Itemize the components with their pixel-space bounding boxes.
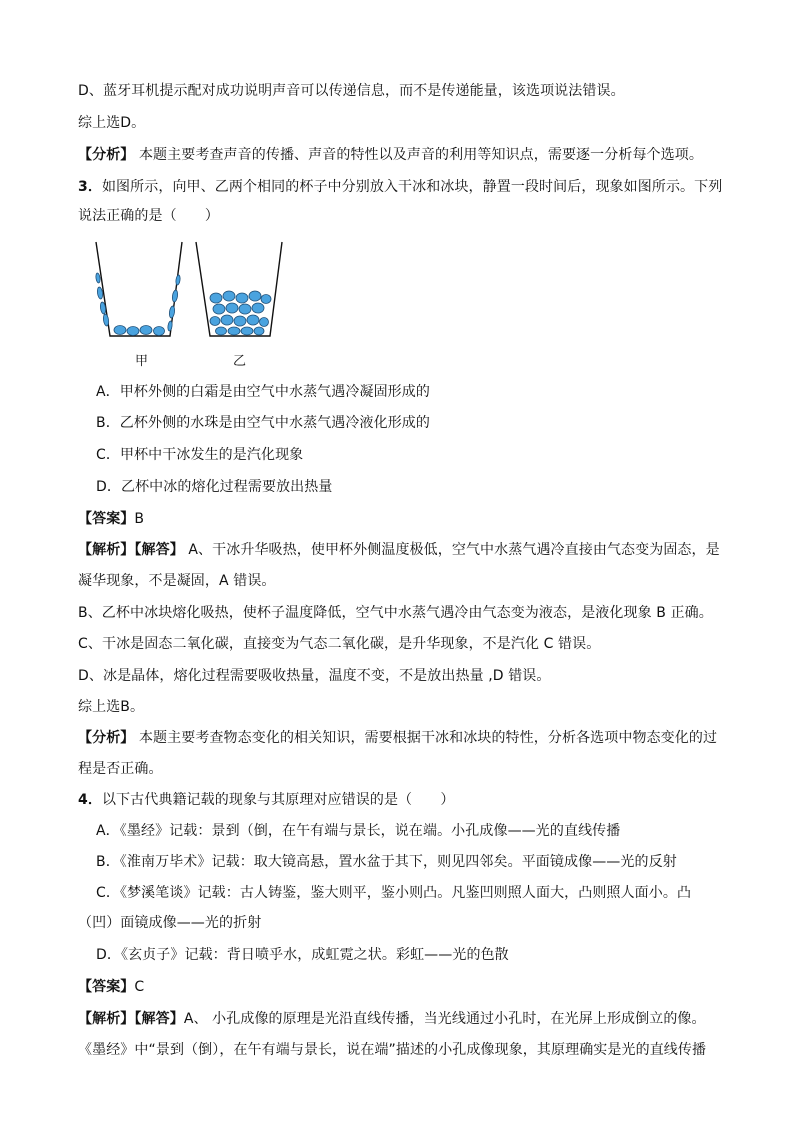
cup-yi [196, 242, 282, 336]
answer-value: C [134, 979, 145, 995]
solution-line: C、干冰是固态二氧化碳，直接变为气态二氧化碳，是升华现象，不是汽化 C 错误。 [78, 636, 601, 652]
option-a: A．甲杯外侧的白霜是由空气中水蒸气遇冷凝固形成的 [96, 384, 430, 400]
solution-line: 《墨经》中“景到（倒），在午有端与景长，说在端”描述的小孔成像现象，其原理确实是光的直线传播 [78, 1042, 707, 1058]
analysis-text: 本题主要考查声音的传播、声音的特性以及声音的利用等知识点，需要逐一分析每个选项。 [134, 147, 703, 163]
solution-line: D、冰是晶体，熔化过程需要吸收热量，温度不变，不是放出热量 ,D 错误。 [78, 668, 551, 684]
solution-line: B、乙杯中冰块熔化吸热，使杯子温度降低，空气中水蒸气遇冷由气态变为液态，是液化现象 B 正确。 [78, 605, 713, 621]
question-3-stem [78, 177, 722, 197]
question-4-stem [78, 790, 454, 810]
answer-line [78, 977, 144, 997]
question-text: 以下古代典籍记载的现象与其原理对应错误的是（ ） [101, 792, 455, 808]
cup-label-jia: 甲 [135, 354, 149, 369]
cup-label-yi: 乙 [233, 354, 247, 369]
solution-line: 凝华现象，不是凝固，A 错误。 [78, 573, 276, 589]
analysis-line [78, 728, 717, 748]
solution-line [78, 1009, 706, 1029]
option-c: C．甲杯中干冰发生的是汽化现象 [96, 447, 304, 463]
solution-tag: 【解析】【解答】 [78, 1011, 184, 1027]
question-text: 如图所示，向甲、乙两个相同的杯子中分别放入干冰和冰块，静置一段时间后，现象如图所示。下列 [101, 179, 723, 195]
option-a: A．《墨经》记载：景到（倒，在午有端与景长，说在端。小孔成像——光的直线传播 [96, 823, 621, 839]
analysis-line [78, 145, 703, 165]
answer-tag: 【答案】 [78, 511, 135, 527]
answer-value: B [134, 511, 145, 527]
question-number: 4． [78, 792, 102, 808]
option-c: C．《梦溪笔谈》记载：古人铸鉴，鉴大则平，鉴小则凸。凡鉴凹则照人面大，凸则照人面小。凸 [96, 885, 692, 901]
option-c-cont: （凹）面镜成像——光的折射 [78, 915, 262, 931]
solution-line: 综上选B。 [78, 699, 145, 715]
solution-tag: 【解析】【解答】 [78, 542, 184, 558]
question-3-stem-cont: 说法正确的是（ ） [78, 208, 219, 224]
answer-tag: 【答案】 [78, 979, 135, 995]
cups-illustration [88, 238, 298, 373]
answer-line [78, 509, 144, 529]
question-number: 3． [78, 179, 102, 195]
solution-text: A、 小孔成像的原理是光沿直线传播，当光线通过小孔时，在光屏上形成倒立的像。 [183, 1011, 706, 1027]
analysis-text: 本题主要考查物态变化的相关知识，需要根据干冰和冰块的特性，分析各选项中物态变化的过 [134, 730, 718, 746]
option-b: B．乙杯外侧的水珠是由空气中水蒸气遇冷液化形成的 [96, 415, 431, 431]
option-d: D．《玄贞子》记载：背日喷乎水，成虹霓之状。彩虹——光的色散 [96, 947, 509, 963]
text-line: 综上选D。 [78, 115, 146, 131]
analysis-line: 程是否正确。 [78, 761, 163, 777]
cup-jia [95, 242, 182, 336]
analysis-tag: 【分析】 [78, 730, 135, 746]
solution-text: A、干冰升华吸热，使甲杯外侧温度极低，空气中水蒸气遇冷直接由气态变为固态，是 [183, 542, 720, 558]
cups-figure [88, 238, 298, 373]
text-line: D、蓝牙耳机提示配对成功说明声音可以传递信息，而不是传递能量，该选项说法错误。 [78, 83, 625, 99]
option-d: D．乙杯中冰的熔化过程需要放出热量 [96, 479, 333, 495]
option-b: B．《淮南万毕术》记载：取大镜高悬，置水盆于其下，则见四邻矣。平面镜成像——光的反射 [96, 854, 677, 870]
solution-line [78, 540, 720, 560]
analysis-tag: 【分析】 [78, 147, 135, 163]
